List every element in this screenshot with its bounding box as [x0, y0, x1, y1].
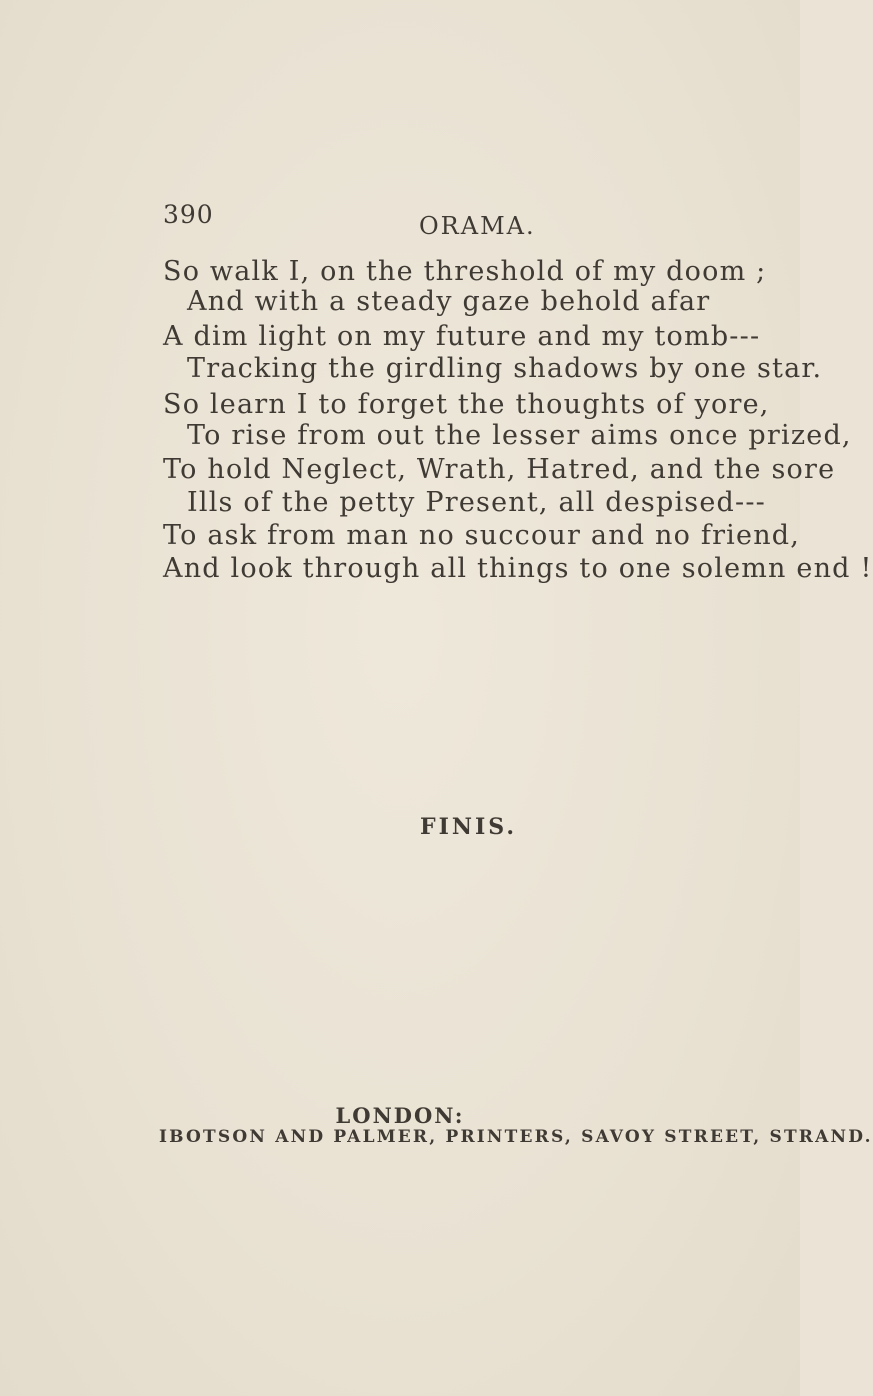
finis-mark: FINIS.: [420, 814, 518, 840]
imprint-city: LONDON:: [335, 1103, 465, 1128]
poem-line: To ask from man no succour and no friend,: [163, 520, 801, 551]
poem-line: Tracking the girdling shadows by one star.: [187, 353, 823, 384]
poem-line: A dim light on my future and my tomb---: [163, 321, 761, 352]
poem-line: So learn I to forget the thoughts of yore,: [163, 389, 770, 420]
poem-line: Ills of the petty Present, all despised---: [187, 487, 766, 518]
page-header: [163, 200, 723, 240]
poem-line: And with a steady gaze behold afar: [187, 286, 711, 317]
page-number: 390: [163, 200, 214, 229]
imprint-printer: IBOTSON AND PALMER, PRINTERS, SAVOY STREET, STRAND.: [159, 1127, 873, 1147]
poem-line: And look through all things to one solemn end !: [163, 553, 873, 584]
running-title: ORAMA.: [419, 212, 536, 240]
poem-line: So walk I, on the threshold of my doom ;: [163, 256, 767, 287]
poem-line: To hold Neglect, Wrath, Hatred, and the sore: [163, 454, 836, 485]
poem-line: To rise from out the lesser aims once prized,: [187, 420, 852, 451]
